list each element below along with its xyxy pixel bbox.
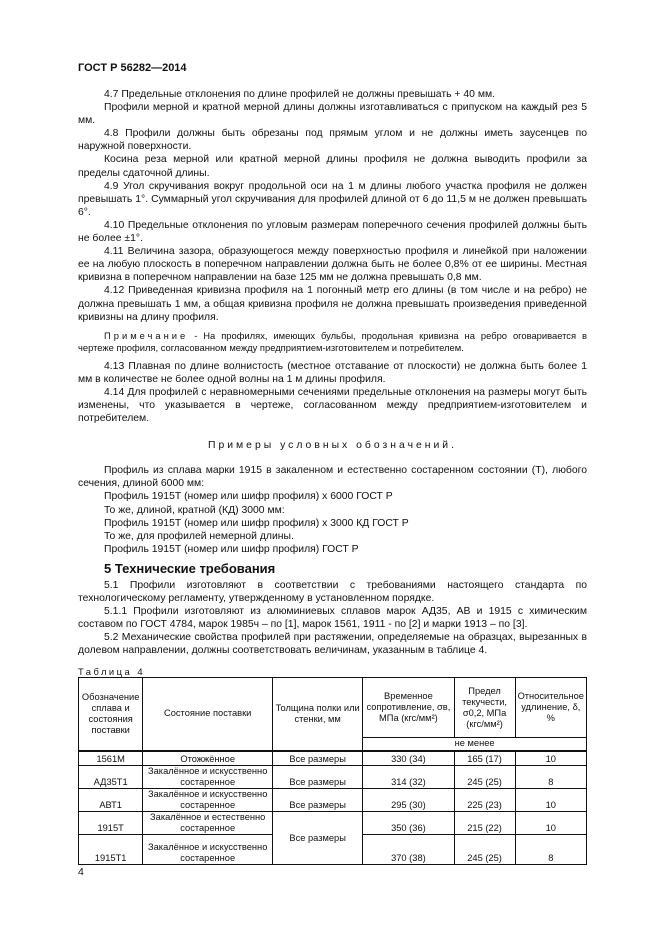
cell-thickness: Все размеры (273, 766, 363, 789)
header-alloy: Обозначение сплава и состояния поставки (79, 678, 143, 751)
paragraph-4-12: 4.12 Приведенная кривизна профиля на 1 погонный метр его длины (в том числе и на ребро) не должна превышать 1 мм, а общая кривизна профиля не должна превышать произведения приведенной кривизны на длину профиля. (78, 285, 587, 323)
subheader-min: не менее (363, 738, 587, 751)
example-line: Профиль 1915Т (номер или шифр профиля) х 6000 ГОСТ Р (104, 491, 393, 503)
paragraph-4-8: 4.8 Профили должны быть обрезаны под прямым углом и не должны иметь заусенцев по наружной поверхности. (78, 128, 587, 153)
table-row (79, 812, 587, 835)
table-row (79, 766, 587, 789)
table-row (79, 751, 587, 766)
examples-title: Примеры условных обозначений. (207, 440, 458, 452)
cell-yield: 165 (17) (454, 751, 515, 766)
header-tensile: Временное сопротивление, σв, МПа (кгс/мм²) (363, 678, 454, 738)
paragraph-4-13: 4.13 Плавная по длине волнистость (местное отставание от плоскости) не должна быть более 1 мм в количестве не более одной волны на 1 м длины профиля. (78, 360, 587, 385)
cell-elongation: 10 (515, 789, 586, 812)
cell-yield: 245 (25) (454, 766, 515, 789)
paragraph-4-10: 4.10 Предельные отклонения по угловым размерам поперечного сечения профилей должны быть не более ±1°. (78, 219, 587, 245)
paragraph-4-11: 4.11 Величина зазора, образующегося между поверхностью профиля и линейкой при наложении ее на любую плоскость в поперечном направлении должна быть не более 0,8% от ее ширины. Местная кривизна в поперечном направлении на базе 125 мм не должна превышать 0,8 мм. (78, 246, 587, 284)
paragraph-5-1-1: 5.1.1 Профили изготовляют из алюминиевых сплавов марок АД35, АВ и 1915 с химическим составом по ГОСТ 4784, марок 1985ч – по [1], марок 1561, 1911 - по [2] и марки 1913 – по [3]. (78, 606, 587, 631)
paragraph-4-7: 4.7 Предельные отклонения по длине профилей не должны превышать + 40 мм. (104, 89, 495, 100)
cell-elongation: 10 (515, 751, 586, 766)
cell-elongation: 8 (515, 766, 586, 789)
header-yield: Предел текучести, σ0,2, МПа (кгс/мм²) (454, 678, 515, 738)
header-thickness: Толщина полки или стенки, мм (273, 678, 363, 751)
paragraph-5-2: 5.2 Механические свойства профилей при растяжении, определяемые на образцах, вырезанных в долевом направлении, должны соответствовать величинам, указанным в таблице 4. (78, 632, 587, 657)
cell-tensile: 295 (30) (363, 789, 454, 812)
cell-yield: 215 (22) (454, 812, 515, 835)
cell-yield: 245 (25) (454, 835, 515, 865)
cell-alloy: АВТ1 (79, 789, 143, 812)
cell-tensile: 330 (34) (363, 751, 454, 766)
cell-tensile: 350 (36) (363, 812, 454, 835)
table-caption: Таблица 4 (78, 665, 146, 677)
paragraph-4-9: 4.9 Угол скручивания вокруг продольной оси на 1 м длины любого участка профиля не должен превышать 1°. Суммарный угол скручивания для профилей длиной от 6 до 11,5 м не должен превышать 6°. (78, 180, 587, 218)
example-line: Профиль 1915Т (номер или шифр профиля) ГОСТ Р (104, 543, 359, 555)
note (78, 330, 587, 354)
paragraph: Профили мерной и кратной мерной длины должны изготавливаться с припуском на каждый рез 5 мм. (78, 102, 587, 127)
note-label: Примечание (104, 329, 189, 341)
header-elongation: Относительное удлинение, δ, % (515, 678, 586, 738)
cell-tensile: 370 (38) (363, 835, 454, 865)
cell-elongation: 10 (515, 812, 586, 835)
cell-tensile: 314 (32) (363, 766, 454, 789)
paragraph: Косина реза мерной или кратной мерной длины профиля не должна выводить профили за пределы сдаточной длины. (78, 154, 587, 179)
document-body (78, 88, 587, 678)
cell-thickness: Все размеры (273, 812, 363, 865)
example-line: То же, длиной, кратной (КД) 3000 мм: (104, 504, 285, 516)
cell-alloy: АД35Т1 (79, 766, 143, 789)
cell-thickness: Все размеры (273, 751, 363, 766)
header-condition: Состояние поставки (143, 678, 273, 751)
examples-intro: Профиль из сплава марки 1915 в закаленном и естественно состаренном состоянии (Т), любого сечения, длиной 6000 мм: (78, 465, 587, 490)
page-number: 4 (78, 866, 84, 878)
paragraph-5-1: 5.1 Профили изготовляют в соответствии с требованиями настоящего стандарта по технологическому регламенту, утвержденному в установленном порядке. (78, 580, 587, 605)
cell-elongation: 8 (515, 835, 586, 865)
cell-yield: 225 (23) (454, 789, 515, 812)
note-text: - На профилях, имеющих бульбы, продольная кривизна на ребро оговаривается в чертеже профиля, согласованном между предприятием-изготовителем и потребителем. (78, 329, 587, 353)
cell-alloy: 1915Т (79, 812, 143, 835)
cell-condition: Закалённое и искусственно состаренное (143, 835, 273, 865)
cell-condition: Закалённое и естественно состаренное (143, 812, 273, 835)
cell-condition: Отожжённое (143, 751, 273, 766)
cell-thickness: Все размеры (273, 789, 363, 812)
cell-alloy: 1561М (79, 751, 143, 766)
example-line: То же, для профилей немерной длины. (104, 530, 294, 542)
table-row (79, 789, 587, 812)
example-line: Профиль 1915Т (номер или шифр профиля) х 3000 КД ГОСТ Р (104, 517, 409, 529)
paragraph-4-14: 4.14 Для профилей с неравномерными сечениями предельные отклонения на размеры могут быть изменены, что указывается в чертеже, согласованном между предприятием-изготовителем и потребителем. (78, 386, 587, 425)
cell-alloy: 1915Т1 (79, 835, 143, 865)
section-title: 5 Технические требования (104, 560, 276, 576)
document-header: ГОСТ Р 56282—2014 (78, 62, 187, 74)
properties-table (78, 677, 587, 865)
cell-condition: Закалённое и искусственно состаренное (143, 789, 273, 812)
cell-condition: Закалённое и искусственно состаренное (143, 766, 273, 789)
